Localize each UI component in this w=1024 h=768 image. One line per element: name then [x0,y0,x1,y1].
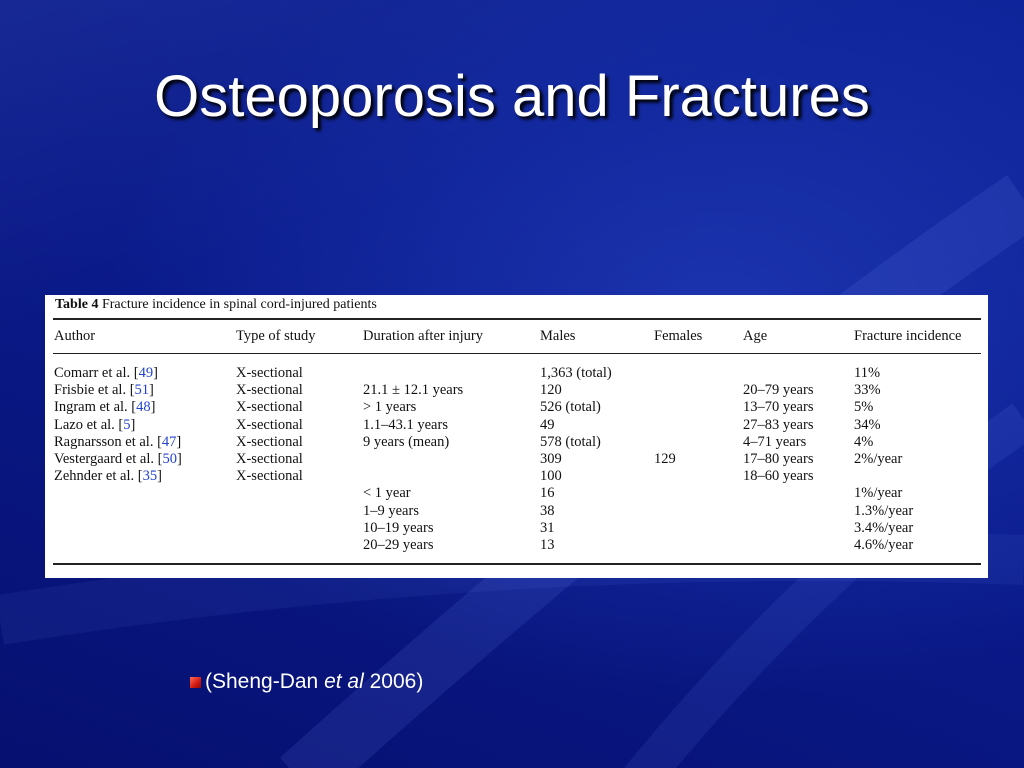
cell-males: 49 [540,416,555,433]
table-header-rule [53,353,981,354]
cell-author [54,468,162,485]
reference-link[interactable]: 5 [123,416,131,433]
cell-incidence: 33% [854,382,881,399]
author-name: Comarr et al. [ [54,365,139,381]
cell-type: X-sectional [236,433,303,450]
author-name: Ragnarsson et al. [ [54,433,162,450]
cell-duration: 10–19 years [363,519,434,536]
author-name: Ingram et al. [ [54,399,137,416]
cell-age: 13–70 years [743,399,814,416]
slide-title: Osteoporosis and Fractures [154,64,870,129]
reference-close-bracket: ] [153,365,158,381]
cell-duration: > 1 years [363,399,417,416]
reference-close-bracket: ] [176,451,182,467]
reference-close-bracket: ] [130,416,136,433]
reference-link[interactable]: 50 [162,451,177,467]
citation-prefix: (Sheng-Dan [205,670,325,693]
cell-duration: < 1 year [363,485,411,502]
header-type-of-study: Type of study [236,328,316,344]
citation-et-al: et al [324,670,364,693]
citation-suffix: 2006) [363,670,424,693]
author-name: Vestergaard et al. [ [54,451,163,467]
cell-incidence: 2%/year [854,451,903,467]
cell-incidence: 3.4%/year [854,519,914,536]
cell-age: 4–71 years [743,433,807,450]
cell-males: 38 [540,502,555,519]
cell-author [54,399,155,416]
cell-type: X-sectional [236,468,303,485]
cell-age: 18–60 years [743,468,814,485]
author-name: Zehnder et al. [ [54,468,143,485]
cell-incidence: 34% [854,416,881,433]
cell-females: 129 [654,451,676,467]
cell-duration: 1–9 years [363,502,419,519]
cell-author [54,417,135,434]
cell-author [54,451,182,468]
reference-close-bracket: ] [150,399,156,416]
reference-link[interactable]: 49 [138,365,154,381]
table-top-rule [53,318,981,320]
cell-males: 1,363 (total) [540,365,612,381]
table-caption-label: Table 4 [55,297,99,312]
cell-incidence: 4% [854,433,874,450]
cell-incidence: 11% [854,365,881,381]
cell-incidence: 1.3%/year [854,502,914,519]
cell-duration: 20–29 years [363,537,434,553]
header-age: Age [743,328,768,344]
cell-duration: 21.1 ± 12.1 years [363,382,464,399]
cell-incidence: 1%/year [854,485,903,502]
author-name: Lazo et al. [ [54,416,124,433]
cell-duration: 1.1–43.1 years [363,416,448,433]
cell-males: 100 [540,468,562,485]
header-fracture-incidence: Fracture incidence [854,328,962,344]
cell-type: X-sectional [236,451,303,467]
cell-males: 526 (total) [540,399,601,416]
cell-incidence: 4.6%/year [854,537,914,553]
header-males: Males [540,328,576,344]
table-caption-text: Fracture incidence in spinal cord-injured patients [98,297,377,312]
cell-type: X-sectional [236,382,303,399]
cell-author [54,365,158,382]
header-females: Females [654,328,703,344]
cell-males: 309 [540,451,562,467]
cell-incidence: 5% [854,399,874,416]
cell-age: 20–79 years [743,382,814,399]
header-author: Author [54,328,96,344]
fracture-incidence-table [45,295,988,578]
cell-type: X-sectional [236,365,303,381]
cell-type: X-sectional [236,416,303,433]
reference-link[interactable]: 51 [134,382,150,399]
table-caption [55,297,377,313]
cell-type: X-sectional [236,399,303,416]
cell-males: 120 [540,382,562,399]
author-name: Frisbie et al. [ [54,382,135,399]
cell-author [54,434,181,451]
reference-link[interactable]: 48 [136,399,151,416]
cell-age: 27–83 years [743,416,814,433]
citation-bullet-item [190,670,423,694]
reference-close-bracket: ] [176,433,182,450]
reference-close-bracket: ] [157,468,162,485]
square-bullet-icon [190,677,201,688]
cell-duration: 9 years (mean) [363,433,450,450]
cell-males: 16 [540,485,555,502]
cell-males: 578 (total) [540,433,601,450]
cell-age: 17–80 years [743,451,814,467]
cell-males: 31 [540,519,555,536]
header-duration: Duration after injury [363,328,483,344]
table-bottom-rule [53,563,981,565]
reference-close-bracket: ] [149,382,154,399]
cell-males: 13 [540,537,555,553]
reference-link[interactable]: 35 [142,468,158,485]
reference-link[interactable]: 47 [161,433,177,450]
cell-author [54,382,154,399]
